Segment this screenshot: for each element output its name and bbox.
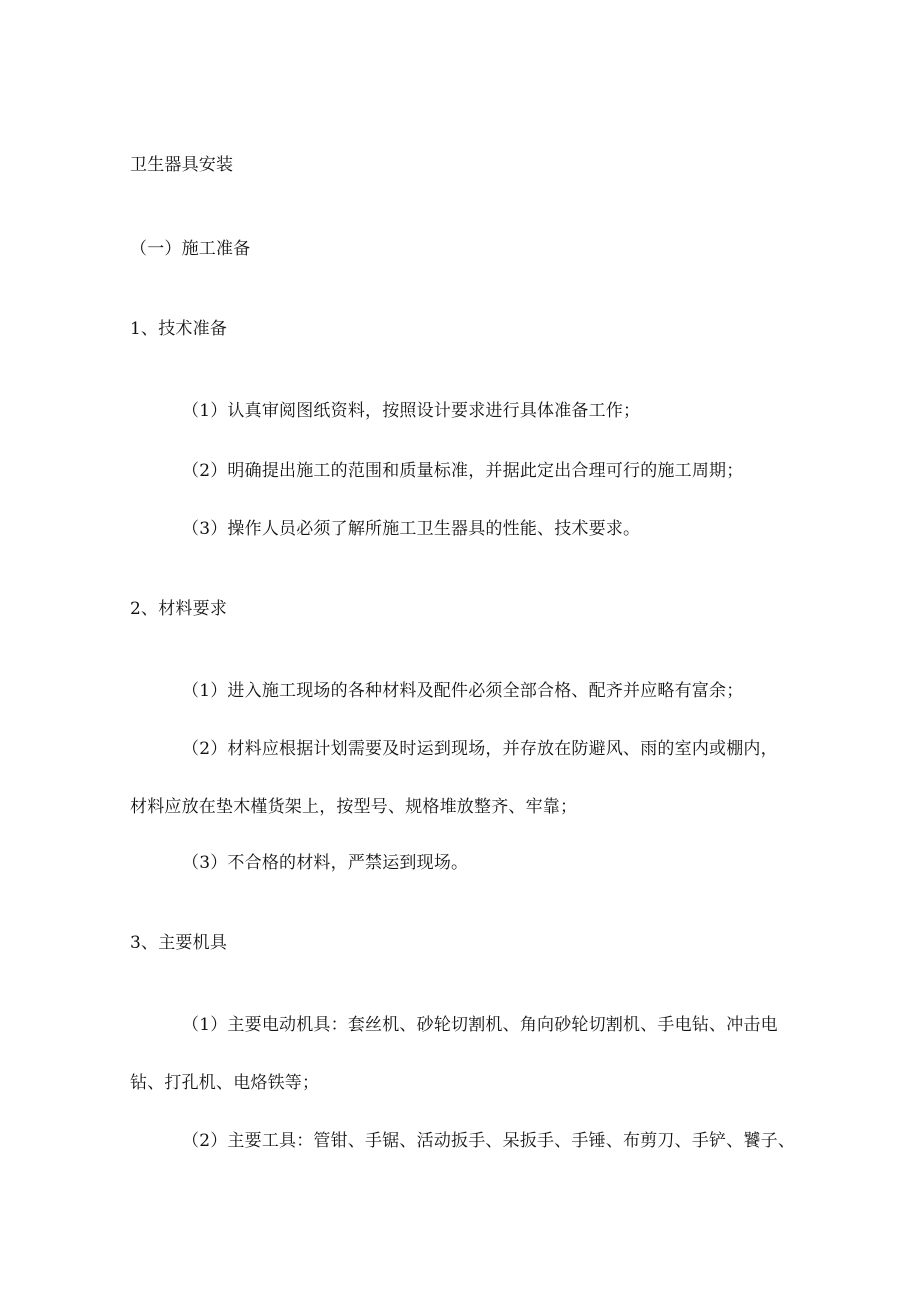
section-heading-preparation: （一）施工准备	[130, 239, 251, 259]
paragraph-item: （1）认真审阅图纸资料，按照设计要求进行具体准备工作；	[182, 401, 641, 421]
paragraph-item: （3）操作人员必须了解所施工卫生器具的性能、技术要求。	[182, 519, 641, 539]
paragraph-item: （2）主要工具：管钳、手锯、活动扳手、呆扳手、手锤、布剪刀、手铲、饕子、	[182, 1131, 796, 1151]
subsection-heading-equipment: 3、主要机具	[130, 933, 228, 953]
paragraph-continuation: 材料应放在垫木槿货架上，按型号、规格堆放整齐、牢靠；	[130, 797, 578, 817]
subsection-heading-technical: 1、技术准备	[130, 319, 228, 339]
paragraph-continuation: 钻、打孔机、电烙铁等；	[130, 1073, 320, 1093]
subsection-heading-materials: 2、材料要求	[130, 599, 228, 619]
paragraph-item: （1）进入施工现场的各种材料及配件必须全部合格、配齐并应略有富余；	[182, 681, 744, 701]
paragraph-item: （2）明确提出施工的范围和质量标准，并据此定出合理可行的施工周期；	[182, 461, 744, 481]
document-title: 卫生器具安装	[130, 155, 234, 175]
paragraph-item: （3）不合格的材料，严禁运到现场。	[182, 853, 469, 873]
paragraph-item: （2）材料应根据计划需要及时运到现场，并存放在防避风、雨的室内或棚内，	[182, 739, 778, 759]
paragraph-item: （1）主要电动机具：套丝机、砂轮切割机、角向砂轮切割机、手电钻、冲击电	[182, 1015, 778, 1035]
